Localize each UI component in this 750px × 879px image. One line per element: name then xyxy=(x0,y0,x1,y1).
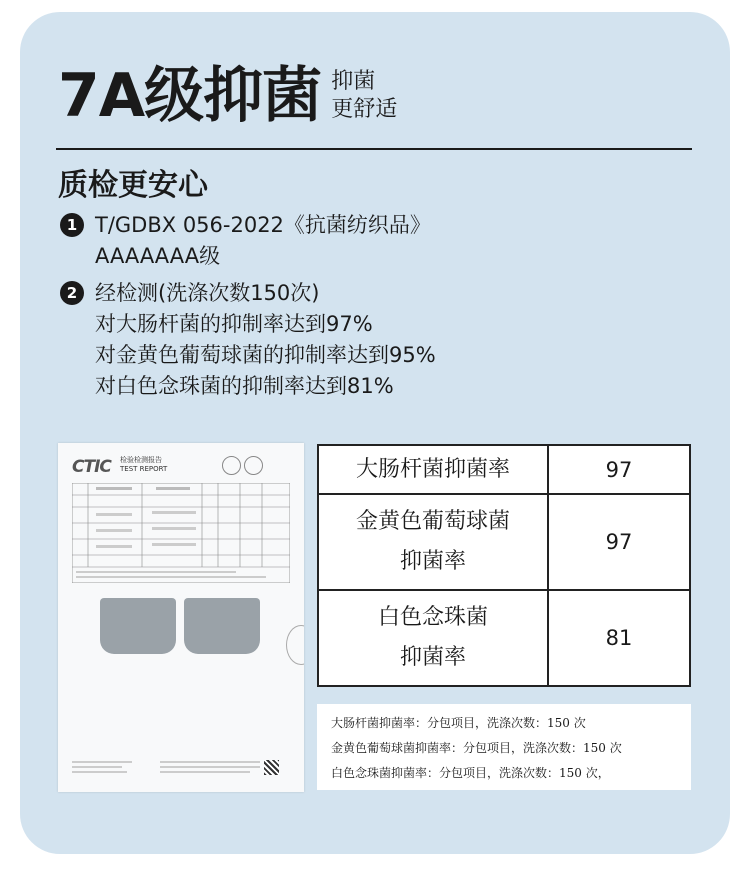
report-table xyxy=(72,483,290,583)
note-line: 大肠杆菌抑菌率：分包项目，洗涤次数：150 次 xyxy=(331,716,586,730)
tagline-line-1: 抑菌 xyxy=(331,69,376,94)
results-table xyxy=(317,444,691,687)
result-name-line-2: 抑菌率 xyxy=(399,645,466,671)
qr-code-icon xyxy=(264,760,279,775)
result-name-cell xyxy=(318,445,548,494)
page-title: 7A级抑菌 xyxy=(58,61,322,131)
product-photo-front xyxy=(100,598,176,654)
number-badge: 2 xyxy=(60,281,84,305)
result-name: 金黄色葡萄球菌 xyxy=(355,509,510,535)
number-badge: 1 xyxy=(60,213,84,237)
result-name-cell xyxy=(318,590,548,686)
point-1-line-1: T/GDBX 056-2022《抗菌纺织品》 xyxy=(95,213,431,237)
point-1 xyxy=(60,210,431,268)
cnas-seal-icon xyxy=(244,456,263,475)
report-name-en: TEST REPORT xyxy=(120,465,168,473)
report-stamp xyxy=(286,625,304,665)
title-tagline xyxy=(331,68,397,124)
section-title: 质检更安心 xyxy=(58,168,208,203)
test-report-image xyxy=(58,443,304,792)
report-name-cn: 检验检测报告 xyxy=(120,456,162,464)
product-photo-back xyxy=(184,598,260,654)
point-2-line-1: 经检测(洗涤次数150次) xyxy=(95,281,320,305)
table-row xyxy=(318,445,690,494)
note-line: 白色念珠菌抑菌率：分包项目，洗涤次数：150 次， xyxy=(331,766,610,780)
tagline-line-2: 更舒适 xyxy=(331,97,398,122)
title-row xyxy=(58,61,398,131)
point-2-line-3: 对金黄色葡萄球菌的抑制率达到95% xyxy=(95,343,436,367)
divider xyxy=(56,148,692,150)
result-name: 大肠杆菌抑菌率 xyxy=(355,456,510,482)
result-name-line-2: 抑菌率 xyxy=(399,549,466,575)
report-logo: CTIC xyxy=(72,457,111,477)
point-1-line-2: AAAAAAA级 xyxy=(95,244,221,268)
table-row xyxy=(318,494,690,590)
result-value: 97 xyxy=(548,494,690,590)
point-2 xyxy=(60,278,436,398)
result-name: 白色念珠菌 xyxy=(377,605,488,631)
result-value: 97 xyxy=(548,445,690,494)
result-name-cell xyxy=(318,494,548,590)
report-name xyxy=(120,456,167,474)
certification-seal-icon xyxy=(222,456,241,475)
result-value: 81 xyxy=(548,590,690,686)
table-row xyxy=(318,590,690,686)
point-2-line-4: 对白色念珠菌的抑制率达到81% xyxy=(95,374,394,398)
point-2-line-2: 对大肠杆菌的抑制率达到97% xyxy=(95,312,373,336)
test-notes xyxy=(317,704,691,790)
report-footer xyxy=(72,759,272,775)
note-line: 金黄色葡萄球菌抑菌率：分包项目，洗涤次数：150 次 xyxy=(331,741,622,755)
